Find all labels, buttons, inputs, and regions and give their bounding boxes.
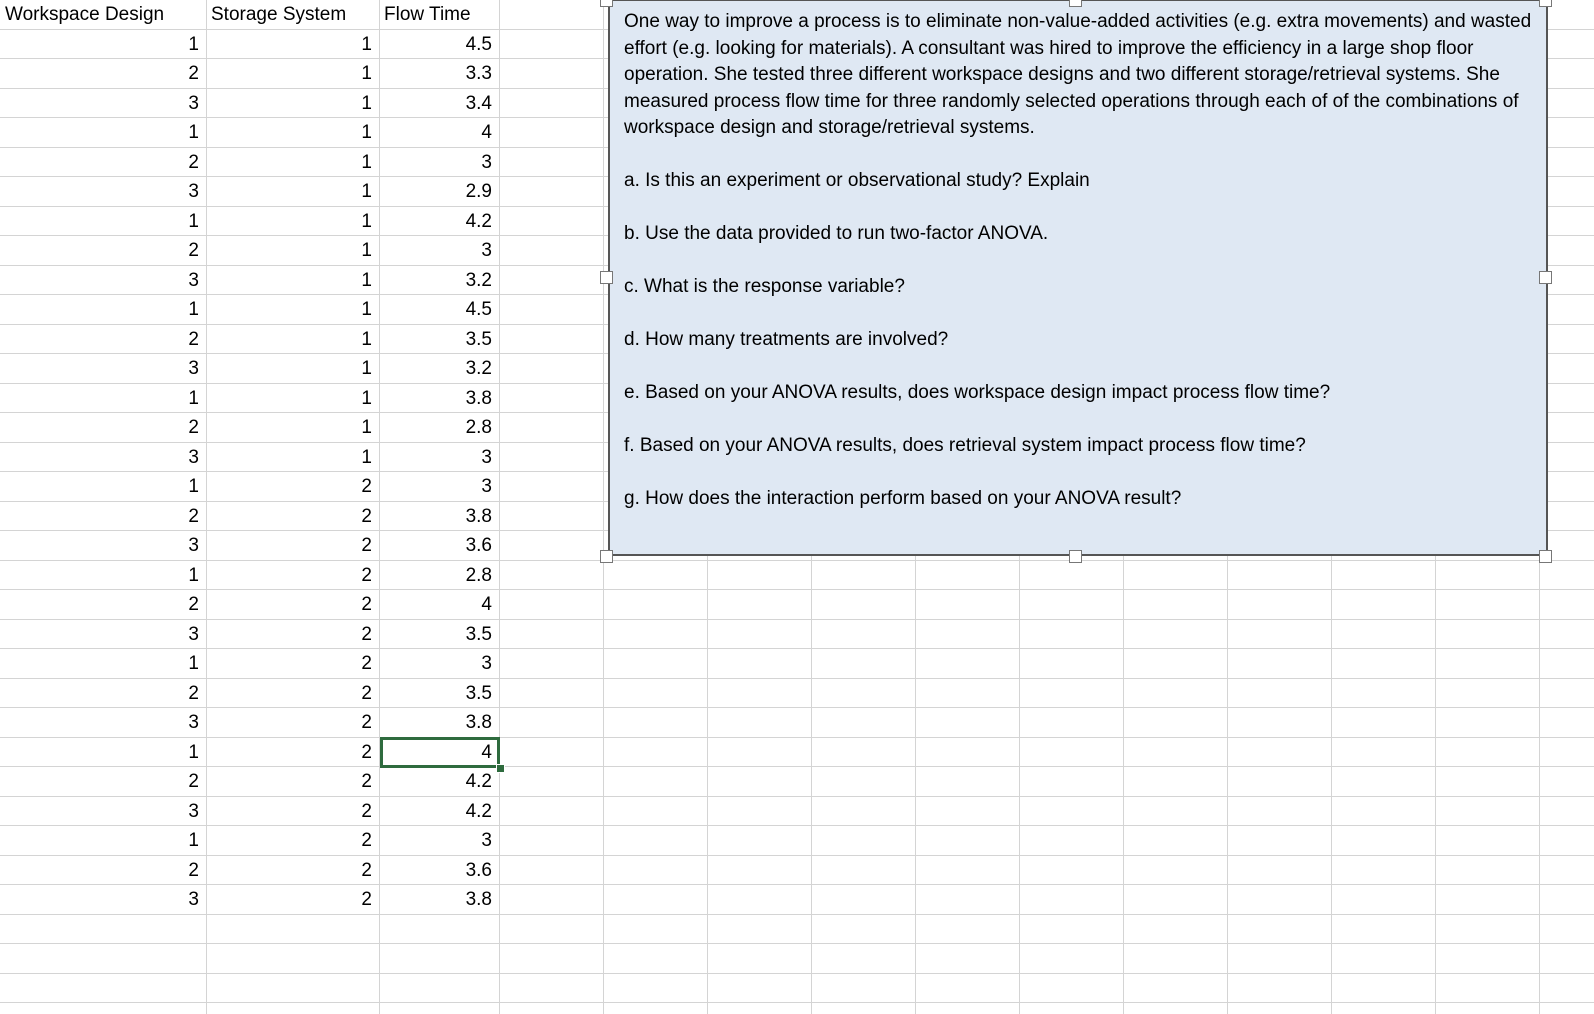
cell-storage-system[interactable]: 1 (361, 329, 372, 350)
textbox-resize-handle-top-middle[interactable] (1069, 0, 1082, 7)
question-a: a. Is this an experiment or observational study? Explain (624, 169, 1090, 191)
cell-flow-time[interactable]: 3 (481, 152, 492, 173)
cell-flow-time[interactable]: 4 (481, 594, 492, 615)
grid-row-line (0, 973, 1594, 974)
cell-storage-system[interactable]: 1 (361, 152, 372, 173)
cell-flow-time[interactable]: 3.8 (465, 506, 492, 527)
cell-workspace-design[interactable]: 1 (188, 830, 199, 851)
cell-storage-system[interactable]: 1 (361, 388, 372, 409)
grid-row-line (0, 914, 1594, 915)
cell-workspace-design[interactable]: 3 (188, 801, 199, 822)
question-b: b. Use the data provided to run two-factor ANOVA. (624, 222, 1049, 244)
cell-flow-time[interactable]: 3.4 (465, 93, 492, 114)
cell-workspace-design[interactable]: 1 (188, 211, 199, 232)
cell-storage-system[interactable]: 2 (361, 742, 372, 763)
cell-storage-system[interactable]: 2 (361, 771, 372, 792)
cell-workspace-design[interactable]: 3 (188, 358, 199, 379)
cell-workspace-design[interactable]: 1 (188, 653, 199, 674)
grid-row-line (0, 943, 1594, 944)
cell-flow-time[interactable]: 3.8 (465, 388, 492, 409)
cell-flow-time[interactable]: 2.9 (465, 181, 492, 202)
cell-workspace-design[interactable]: 2 (188, 240, 199, 261)
cell-flow-time[interactable]: 4.5 (465, 299, 492, 320)
cell-workspace-design[interactable]: 3 (188, 181, 199, 202)
grid-row-line (0, 1002, 1594, 1003)
cell-flow-time[interactable]: 3.2 (465, 270, 492, 291)
header-flow-time[interactable]: Flow Time (384, 4, 471, 25)
cell-storage-system[interactable]: 1 (361, 34, 372, 55)
cell-flow-time[interactable]: 4 (481, 122, 492, 143)
cell-workspace-design[interactable]: 2 (188, 329, 199, 350)
textbox-resize-handle-middle-right[interactable] (1539, 271, 1552, 284)
cell-storage-system[interactable]: 1 (361, 122, 372, 143)
grid-column-line (603, 0, 604, 1014)
cell-flow-time[interactable]: 4.2 (465, 801, 492, 822)
question-c: c. What is the response variable? (624, 275, 905, 297)
cell-workspace-design[interactable]: 2 (188, 594, 199, 615)
cell-flow-time[interactable]: 3 (481, 653, 492, 674)
cell-storage-system[interactable]: 2 (361, 535, 372, 556)
textbox-resize-handle-bottom-right[interactable] (1539, 550, 1552, 563)
textbox-resize-handle-middle-left[interactable] (600, 271, 613, 284)
cell-flow-time[interactable]: 3.5 (465, 329, 492, 350)
cell-workspace-design[interactable]: 1 (188, 299, 199, 320)
cell-storage-system[interactable]: 1 (361, 181, 372, 202)
cell-workspace-design[interactable]: 1 (188, 388, 199, 409)
cell-workspace-design[interactable]: 2 (188, 417, 199, 438)
cell-storage-system[interactable]: 2 (361, 889, 372, 910)
textbox-resize-handle-bottom-middle[interactable] (1069, 550, 1082, 563)
cell-storage-system[interactable]: 1 (361, 299, 372, 320)
grid-column-line (499, 0, 500, 1014)
cell-storage-system[interactable]: 2 (361, 860, 372, 881)
question-text-box[interactable] (608, 0, 1548, 556)
cell-storage-system[interactable]: 1 (361, 63, 372, 84)
cell-flow-time[interactable]: 2.8 (465, 565, 492, 586)
cell-storage-system[interactable]: 2 (361, 594, 372, 615)
cell-flow-time[interactable]: 3 (481, 476, 492, 497)
cell-flow-time[interactable]: 4.5 (465, 34, 492, 55)
cell-storage-system[interactable]: 2 (361, 653, 372, 674)
header-storage-system[interactable]: Storage System (211, 4, 347, 25)
cell-flow-time[interactable]: 3.5 (465, 683, 492, 704)
question-e: e. Based on your ANOVA results, does workspace design impact process flow time? (624, 381, 1331, 403)
cell-workspace-design[interactable]: 1 (188, 742, 199, 763)
cell-workspace-design[interactable]: 2 (188, 860, 199, 881)
cell-storage-system[interactable]: 2 (361, 476, 372, 497)
cell-flow-time[interactable]: 3.8 (465, 712, 492, 733)
fill-handle[interactable] (496, 764, 505, 773)
cell-flow-time[interactable]: 3.5 (465, 624, 492, 645)
question-f: f. Based on your ANOVA results, does retrieval system impact process flow time? (624, 434, 1306, 456)
cell-workspace-design[interactable]: 1 (188, 34, 199, 55)
header-workspace-design[interactable]: Workspace Design (5, 4, 165, 25)
cell-workspace-design[interactable]: 3 (188, 712, 199, 733)
question-d: d. How many treatments are involved? (624, 328, 949, 350)
cell-workspace-design[interactable]: 2 (188, 63, 199, 84)
textbox-resize-handle-top-left[interactable] (600, 0, 613, 7)
cell-workspace-design[interactable]: 3 (188, 624, 199, 645)
cell-flow-time[interactable]: 3.6 (465, 535, 492, 556)
cell-storage-system[interactable]: 2 (361, 565, 372, 586)
cell-storage-system[interactable]: 1 (361, 240, 372, 261)
cell-workspace-design[interactable]: 3 (188, 93, 199, 114)
cell-flow-time[interactable]: 3 (481, 240, 492, 261)
cell-storage-system[interactable]: 1 (361, 270, 372, 291)
cell-workspace-design[interactable]: 2 (188, 683, 199, 704)
cell-storage-system[interactable]: 2 (361, 506, 372, 527)
cell-flow-time[interactable]: 3.3 (465, 63, 492, 84)
cell-workspace-design[interactable]: 3 (188, 447, 199, 468)
cell-storage-system[interactable]: 2 (361, 712, 372, 733)
cell-storage-system[interactable]: 1 (361, 211, 372, 232)
cell-workspace-design[interactable]: 1 (188, 476, 199, 497)
cell-flow-time[interactable]: 4 (481, 742, 492, 763)
cell-storage-system[interactable]: 1 (361, 358, 372, 379)
cell-workspace-design[interactable]: 3 (188, 535, 199, 556)
cell-flow-time[interactable]: 3 (481, 447, 492, 468)
cell-storage-system[interactable]: 2 (361, 683, 372, 704)
question-g: g. How does the interaction perform based on your ANOVA result? (624, 487, 1182, 509)
cell-flow-time[interactable]: 3.2 (465, 358, 492, 379)
cell-storage-system[interactable]: 2 (361, 624, 372, 645)
cell-storage-system[interactable]: 2 (361, 830, 372, 851)
cell-flow-time[interactable]: 3 (481, 830, 492, 851)
cell-flow-time[interactable]: 4.2 (465, 771, 492, 792)
cell-storage-system[interactable]: 1 (361, 417, 372, 438)
cell-workspace-design[interactable]: 2 (188, 506, 199, 527)
cell-flow-time[interactable]: 2.8 (465, 417, 492, 438)
cell-flow-time[interactable]: 3.6 (465, 860, 492, 881)
cell-flow-time[interactable]: 3.8 (465, 889, 492, 910)
problem-intro-text: One way to improve a process is to eliminate non-value-added activities (e.g. extra movements) and wasted effort (e.g. looking for materials). A consultant was hired to improve the efficiency in a large shop floor operation. She tested three different workspace designs and two different storage/retrieval systems. She measured process flow time for three randomly selected operations through each of of the combinations of workspace design and storage/retrieval systems. (624, 11, 1532, 138)
textbox-resize-handle-bottom-left[interactable] (600, 550, 613, 563)
cell-workspace-design[interactable]: 2 (188, 152, 199, 173)
cell-storage-system[interactable]: 1 (361, 93, 372, 114)
cell-workspace-design[interactable]: 3 (188, 889, 199, 910)
cell-workspace-design[interactable]: 1 (188, 565, 199, 586)
cell-storage-system[interactable]: 1 (361, 447, 372, 468)
cell-flow-time[interactable]: 4.2 (465, 211, 492, 232)
cell-storage-system[interactable]: 2 (361, 801, 372, 822)
cell-workspace-design[interactable]: 1 (188, 122, 199, 143)
textbox-resize-handle-top-right[interactable] (1539, 0, 1552, 7)
cell-workspace-design[interactable]: 3 (188, 270, 199, 291)
cell-workspace-design[interactable]: 2 (188, 771, 199, 792)
